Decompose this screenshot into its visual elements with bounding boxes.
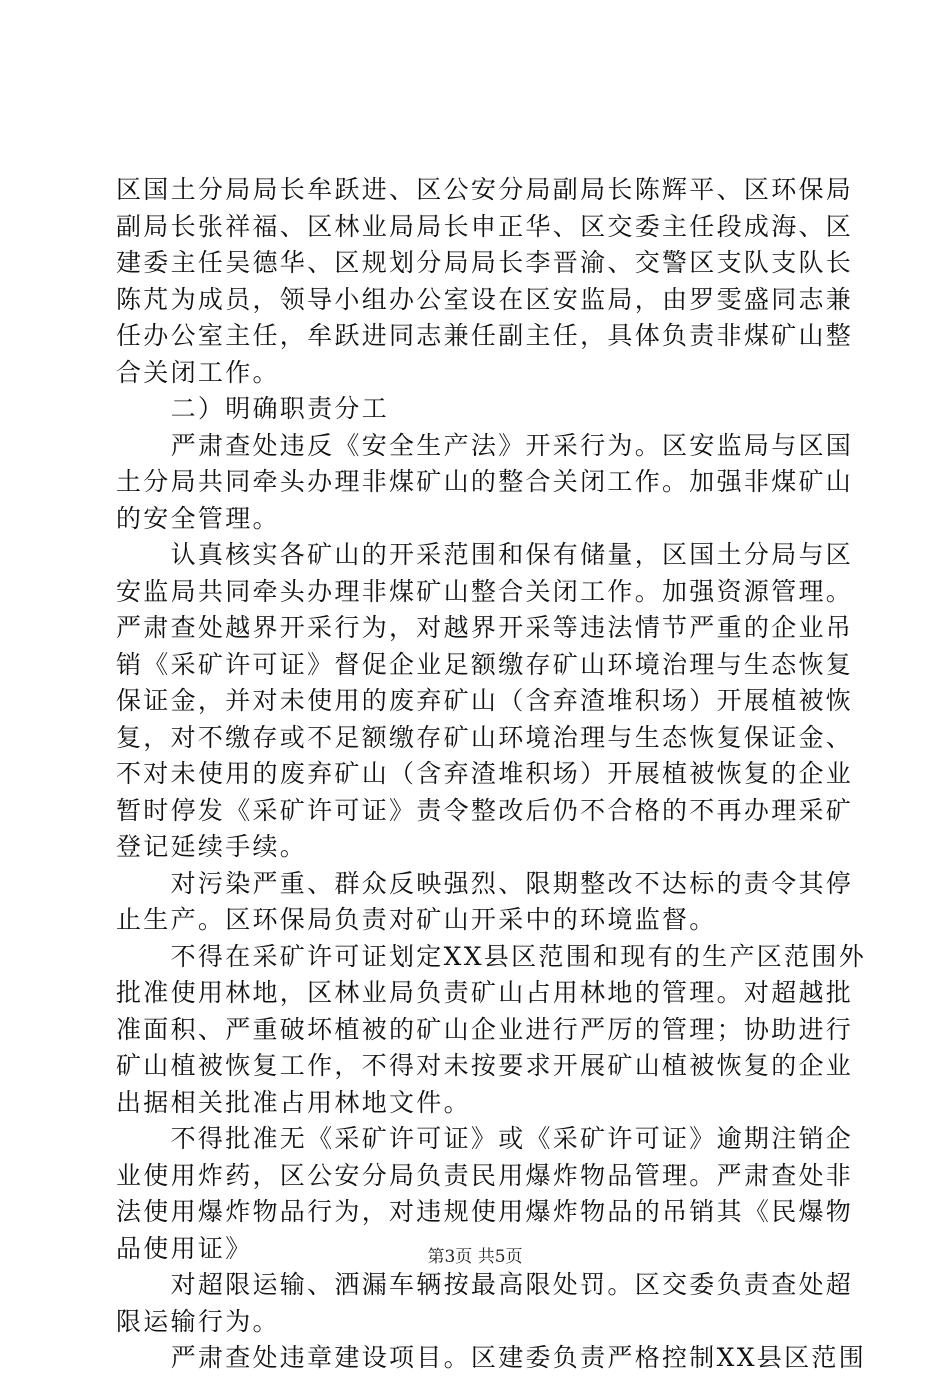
text-line: 出据相关批准占用林地文件。: [116, 1087, 471, 1117]
text-line: 登记延续手续。: [116, 832, 308, 861]
text-line: 保证金，并对未使用的废弃矿山（含弃渣堆积场）开展植被恢: [116, 686, 854, 715]
section-heading: 二）明确职责分工: [116, 394, 390, 423]
text-line: 矿山植被恢复工作，不得对未按要求开展矿山植被恢复的企业: [116, 1051, 854, 1080]
text-line: 土分局共同牵头办理非煤矿山的整合关闭工作。加强非煤矿山: [116, 467, 854, 496]
text-line: 区国土分局局长牟跃进、区公安分局副局长陈辉平、区环保局: [116, 175, 854, 204]
text-line: 对超限运输、洒漏车辆按最高限处罚。区交委负责查处超: [116, 1270, 854, 1299]
text-line: 复，对不缴存或不足额缴存矿山环境治理与生态恢复保证金、: [116, 722, 854, 752]
text-line: 不对未使用的废弃矿山（含弃渣堆积场）开展植被恢复的企业: [116, 759, 854, 788]
text-line: 品使用证》: [116, 1233, 253, 1263]
text-line: 不得在采矿许可证划定XX县区范围和现有的生产区范围外: [116, 941, 866, 971]
text-line: 陈芃为成员，领导小组办公室设在区安监局，由罗雯盛同志兼: [116, 284, 854, 314]
text-line: 严肃查处违反《安全生产法》开采行为。区安监局与区国: [116, 430, 854, 460]
text-line: 批准使用林地，区林业局负责矿山占用林地的管理。对超越批: [116, 978, 854, 1007]
text-line: 建委主任吴德华、区规划分局局长李晋渝、交警区支队支队长: [116, 248, 854, 277]
text-line: 严肃查处越界开采行为，对越界开采等违法情节严重的企业吊: [116, 613, 854, 642]
text-line: 对污染严重、群众反映强烈、限期整改不达标的责令其停: [116, 868, 854, 898]
text-line: 暂时停发《采矿许可证》责令整改后仍不合格的不再办理采矿: [116, 795, 854, 825]
text-line: 认真核实各矿山的开采范围和保有储量，区国土分局与区: [116, 540, 854, 569]
text-line: 销《采矿许可证》督促企业足额缴存矿山环境治理与生态恢复: [116, 649, 854, 679]
text-line: 法使用爆炸物品行为，对违规使用爆炸物品的吊销其《民爆物: [116, 1197, 854, 1226]
text-line: 合关闭工作。: [116, 357, 280, 387]
text-line: 任办公室主任，牟跃进同志兼任副主任，具体负责非煤矿山整: [116, 321, 854, 350]
page-number-footer: 第3页 共5页: [427, 1247, 523, 1267]
text-line: 业使用炸药，区公安分局负责民用爆炸物品管理。严肃查处非: [116, 1160, 854, 1190]
text-line: 严肃查处违章建设项目。区建委负责严格控制XX县区范围: [116, 1343, 866, 1372]
text-line: 的安全管理。: [116, 503, 280, 533]
text-line: 止生产。区环保局负责对矿山开采中的环境监督。: [116, 905, 717, 934]
text-line: 副局长张祥福、区林业局局长申正华、区交委主任段成海、区: [116, 211, 854, 241]
text-line: 准面积、严重破坏植被的矿山企业进行严厉的管理；协助进行: [116, 1014, 854, 1044]
text-line: 安监局共同牵头办理非煤矿山整合关闭工作。加强资源管理。: [116, 576, 854, 606]
document-body: [116, 172, 866, 1377]
text-line: 限运输行为。: [116, 1306, 280, 1336]
text-line: 不得批准无《采矿许可证》或《采矿许可证》逾期注销企: [116, 1124, 854, 1153]
